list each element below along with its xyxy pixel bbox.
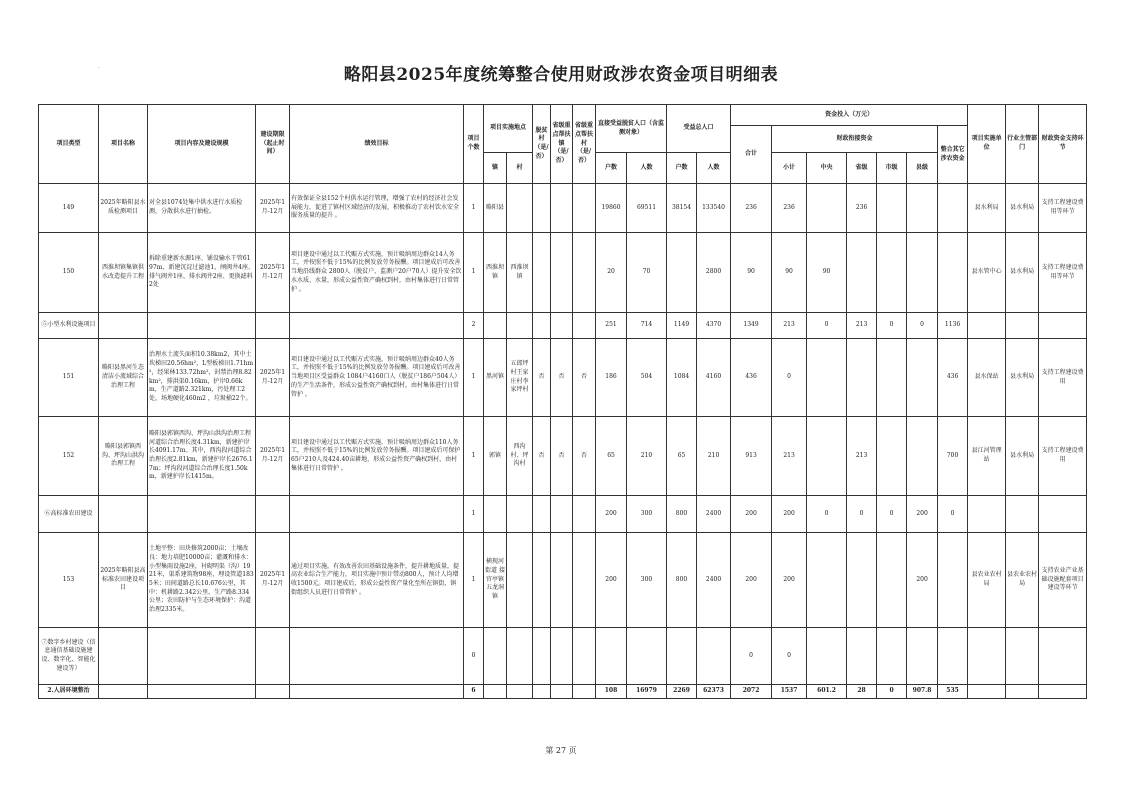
table-cell: [938, 184, 968, 233]
table-cell: [256, 685, 290, 699]
table-cell: 436: [938, 339, 968, 417]
table-cell: 200: [596, 496, 627, 533]
table-cell: [807, 184, 847, 233]
table-cell: 横现河街道 接官亭镇 五龙洞镇: [484, 533, 507, 628]
table-cell: 20: [596, 233, 627, 313]
table-cell: 略阳县: [484, 184, 507, 233]
table-cell: [507, 628, 533, 685]
table-cell: [968, 628, 1006, 685]
table-cell: 535: [938, 685, 968, 699]
table-cell: 4370: [697, 313, 731, 339]
table-cell: 2025年1月-12月: [256, 339, 290, 417]
table-cell: [596, 628, 627, 685]
header-type: 项目类型: [39, 105, 99, 184]
table-cell: 1136: [938, 313, 968, 339]
table-cell: 800: [667, 496, 697, 533]
table-cell: 0: [907, 313, 938, 339]
table-cell: [256, 628, 290, 685]
header-total-people: 人数: [697, 153, 731, 184]
table-cell: 西淮坝镇: [484, 233, 507, 313]
table-cell: 200: [907, 496, 938, 533]
table-cell: 200: [731, 533, 772, 628]
table-cell: 19860: [596, 184, 627, 233]
table-cell: 0: [847, 496, 877, 533]
header-goal: 绩效目标: [290, 105, 464, 184]
table-cell: [1006, 496, 1039, 533]
table-cell: 236: [772, 184, 807, 233]
table-cell: [807, 533, 847, 628]
header-city: 市级: [877, 153, 907, 184]
table-cell: 1349: [731, 313, 772, 339]
table-cell: [907, 417, 938, 496]
table-cell: 2: [464, 313, 484, 339]
table-cell: 200: [596, 533, 627, 628]
table-cell: [1006, 685, 1039, 699]
table-cell: [807, 339, 847, 417]
page-number: 第 27 页: [545, 746, 577, 755]
table-cell: 236: [847, 184, 877, 233]
project-detail-table: [38, 104, 1087, 699]
table-cell: 否: [551, 417, 573, 496]
table-cell: 0: [807, 496, 847, 533]
table-cell: 否: [533, 339, 551, 417]
table-cell: 2072: [731, 685, 772, 699]
table-cell: 200: [731, 496, 772, 533]
table-cell: 略阳县郭镇西沟、坪沟山洪沟治理工程: [99, 417, 148, 496]
table-cell: 1: [464, 417, 484, 496]
table-cell: 县农业农村局: [1006, 533, 1039, 628]
table-cell: 151: [39, 339, 99, 417]
category-row: [39, 628, 1087, 685]
header-county: 县级: [907, 153, 938, 184]
header-dept: 行业主管部门: [1006, 105, 1039, 184]
table-cell: [148, 628, 256, 685]
table-cell: 213: [847, 313, 877, 339]
table-cell: [877, 628, 907, 685]
table-cell: 略阳县郭镇西沟、坪沟山洪沟治理工程河道综合治理长度4.31km，新建护岸长4091.17m。其中，西沟段河道综合治理长度2.81km，新建护岸长2676.17m；坪沟段河道综合治理长度1.50km，新建护岸长1415m。: [148, 417, 256, 496]
table-cell: [573, 533, 596, 628]
table-cell: 28: [847, 685, 877, 699]
table-cell: 项目建设中通过以工代赈方式实施，预计吸纳周边群众14人务工，并按照不低于15%的比例发放劳务报酬。项目建成后可改善当地沿线群众 2800人（脱贫户、监测户20户70人）提升安全饮水水质、水量，形成公益性资产确权到村，由村集体进行日常管护 。: [290, 233, 464, 313]
table-cell: 略阳县黑河生态清洁小流域综合治理工程: [99, 339, 148, 417]
table-cell: [1039, 496, 1087, 533]
category-row: [39, 496, 1087, 533]
header-total-pop: 受益总人口: [667, 105, 731, 153]
table-cell: 否: [573, 339, 596, 417]
table-cell: 1084: [667, 339, 697, 417]
header-period: 建设期限（起止时间）: [256, 105, 290, 184]
table-cell: 2025年略阳县水质检测项目: [99, 184, 148, 233]
table-cell: 150: [39, 233, 99, 313]
table-cell: [551, 184, 573, 233]
table-cell: 县江河管理站: [968, 417, 1006, 496]
table-cell: 1149: [667, 313, 697, 339]
table-row: [39, 533, 1087, 628]
table-cell: [907, 628, 938, 685]
table-cell: 90: [772, 233, 807, 313]
table-cell: 213: [772, 417, 807, 496]
header-fiscal: 财政衔接资金: [772, 126, 938, 153]
table-cell: [573, 233, 596, 313]
table-cell: 2400: [697, 496, 731, 533]
table-cell: [551, 533, 573, 628]
table-cell: ⑤小型水利设施项目: [39, 313, 99, 339]
table-body: [39, 184, 1087, 699]
table-cell: 436: [731, 339, 772, 417]
table-header: [39, 105, 1087, 184]
table-cell: 否: [573, 417, 596, 496]
table-cell: [1006, 313, 1039, 339]
total-row: [39, 685, 1087, 699]
table-cell: [877, 233, 907, 313]
stray-mark: .: [98, 64, 100, 70]
table-cell: 601.2: [807, 685, 847, 699]
table-cell: [938, 233, 968, 313]
table-cell: 1: [464, 339, 484, 417]
table-cell: [551, 496, 573, 533]
table-cell: 项目建设中通过以工代赈方式实施，预计吸纳周边群众40人务工，并按照不低于15%的比例发放劳务报酬。项目建成后可改善当地项目区受益群众 1084户4160口人（脱贫户186户504人）的生产生活条件，形成公益性资产确权到村，由村集体进行日常管护 。: [290, 339, 464, 417]
table-cell: [847, 628, 877, 685]
header-village: 村: [507, 153, 533, 184]
table-cell: 90: [731, 233, 772, 313]
table-cell: 县水管中心: [968, 233, 1006, 313]
table-cell: [573, 628, 596, 685]
table-cell: [507, 313, 533, 339]
table-cell: [667, 233, 697, 313]
header-poor-village: 脱贫村（是/否）: [533, 105, 551, 184]
table-cell: 236: [731, 184, 772, 233]
table-cell: 0: [772, 628, 807, 685]
table-cell: 300: [627, 533, 667, 628]
table-cell: [627, 628, 667, 685]
table-cell: [807, 628, 847, 685]
table-cell: 210: [627, 417, 667, 496]
table-cell: [484, 313, 507, 339]
table-cell: 200: [772, 533, 807, 628]
table-cell: [99, 496, 148, 533]
header-stage: 财政资金支持环节: [1039, 105, 1087, 184]
table-cell: 800: [667, 533, 697, 628]
table-cell: [533, 685, 551, 699]
table-cell: 213: [772, 313, 807, 339]
header-direct-pop: 直接受益脱贫人口（含监测对象）: [596, 105, 667, 153]
table-cell: [148, 313, 256, 339]
table-cell: 700: [938, 417, 968, 496]
table-cell: 251: [596, 313, 627, 339]
table-cell: [938, 628, 968, 685]
table-cell: 有效保证全县152个村供水运行管理，增强了农村的经济社会发展能力，促进了镇村区域经济的发展，积极推动了农村饮水安全服务质量的提升 。: [290, 184, 464, 233]
table-cell: [290, 628, 464, 685]
table-cell: [968, 685, 1006, 699]
table-cell: 县水保站: [968, 339, 1006, 417]
header-count: 项目个数: [464, 105, 484, 184]
table-cell: [484, 685, 507, 699]
table-cell: [507, 184, 533, 233]
table-cell: [1039, 628, 1087, 685]
table-cell: 149: [39, 184, 99, 233]
table-cell: 西淮坝镇: [507, 233, 533, 313]
table-cell: [847, 533, 877, 628]
table-cell: 县水利局: [1006, 233, 1039, 313]
table-cell: 907.8: [907, 685, 938, 699]
table-cell: [877, 339, 907, 417]
table-cell: 土地平整：田块修筑2000亩；土壤改良：地力培肥10000亩；灌溉和排水：小型集雨设施2座，衬砌明渠（沟）1921米，渠系建筑物98座，埋设管道1835米；田间道路总长10.676公里，其中：机耕路2.342公里，生产路8.334公里；农田防护与生态环境保护：沟道治理2335米。: [148, 533, 256, 628]
table-cell: [533, 496, 551, 533]
table-cell: 0: [772, 339, 807, 417]
table-cell: 186: [596, 339, 627, 417]
table-cell: 69511: [627, 184, 667, 233]
table-cell: 913: [731, 417, 772, 496]
table-cell: 133540: [697, 184, 731, 233]
table-cell: 郭镇: [484, 417, 507, 496]
header-town: 镇: [484, 153, 507, 184]
table-cell: 1: [464, 184, 484, 233]
table-cell: [256, 496, 290, 533]
table-cell: [533, 233, 551, 313]
header-content: 项目内容及建设规模: [148, 105, 256, 184]
table-cell: [1006, 628, 1039, 685]
table-cell: [484, 628, 507, 685]
table-cell: [533, 313, 551, 339]
table-cell: 否: [533, 417, 551, 496]
table-cell: [507, 685, 533, 699]
table-cell: 90: [807, 233, 847, 313]
table-cell: 2025年1月-12月: [256, 184, 290, 233]
table-cell: 65: [667, 417, 697, 496]
table-cell: 支持工程建设费用等环节: [1039, 184, 1087, 233]
table-row: [39, 417, 1087, 496]
table-cell: 504: [627, 339, 667, 417]
table-cell: 县水利局: [1006, 339, 1039, 417]
table-cell: 县水利局: [968, 184, 1006, 233]
table-cell: [484, 496, 507, 533]
table-cell: 38154: [667, 184, 697, 233]
table-cell: 2025年略阳县高标准农田建设项目: [99, 533, 148, 628]
header-prov-village: 省级重点帮扶村（是/否）: [573, 105, 596, 184]
table-row: [39, 339, 1087, 417]
header-central: 中央: [807, 153, 847, 184]
table-cell: [551, 628, 573, 685]
header-unit: 项目实施单位: [968, 105, 1006, 184]
table-cell: 300: [627, 496, 667, 533]
header-provincial: 省级: [847, 153, 877, 184]
table-cell: 70: [627, 233, 667, 313]
table-cell: 对全县1074处集中供水进行水质检测，分散供水进行抽检。: [148, 184, 256, 233]
document-title: 略阳县2025年度统筹整合使用财政涉农资金项目明细表: [343, 65, 779, 85]
table-cell: 6: [464, 685, 484, 699]
table-cell: [907, 233, 938, 313]
table-cell: [907, 339, 938, 417]
table-cell: [533, 184, 551, 233]
table-cell: [533, 628, 551, 685]
table-cell: 0: [938, 496, 968, 533]
table-cell: 200: [907, 533, 938, 628]
header-prov-town: 省级重点帮扶镇（是/否）: [551, 105, 573, 184]
header-funds: 资金投入（万元）: [731, 105, 968, 126]
table-cell: [938, 533, 968, 628]
table-cell: [290, 496, 464, 533]
table-cell: [551, 685, 573, 699]
table-cell: 0: [464, 628, 484, 685]
table-cell: 0: [877, 496, 907, 533]
header-subtotal: 小计: [772, 153, 807, 184]
table-cell: [1039, 313, 1087, 339]
table-cell: 714: [627, 313, 667, 339]
header-direct-households: 户数: [596, 153, 627, 184]
table-cell: 西淮坝镇集镇供水改造提升工程: [99, 233, 148, 313]
table-cell: 0: [731, 628, 772, 685]
table-cell: 县水利局: [1006, 184, 1039, 233]
table-cell: [968, 313, 1006, 339]
table-cell: [573, 496, 596, 533]
header-name: 项目名称: [99, 105, 148, 184]
category-row: [39, 313, 1087, 339]
table-cell: [877, 184, 907, 233]
table-cell: [507, 496, 533, 533]
table-cell: [697, 628, 731, 685]
table-cell: [847, 339, 877, 417]
header-total-households: 户数: [667, 153, 697, 184]
table-cell: [507, 533, 533, 628]
table-cell: 支持工程建设费用: [1039, 417, 1087, 496]
table-cell: 2269: [667, 685, 697, 699]
table-cell: [573, 313, 596, 339]
table-cell: 4160: [697, 339, 731, 417]
table-cell: 支持农业产业基础设施配套项目建设等环节: [1039, 533, 1087, 628]
table-cell: 2400: [697, 533, 731, 628]
table-cell: [1039, 685, 1087, 699]
table-cell: 1: [464, 233, 484, 313]
table-cell: 210: [697, 417, 731, 496]
table-cell: [148, 685, 256, 699]
table-cell: 0: [877, 313, 907, 339]
table-cell: 拆除重建新水源1座、铺设输水干管6197m、新建沉淀过滤池1、闸阀井4座、排气阀井1座、排水阀井2座、更换滤料2处: [148, 233, 256, 313]
table-cell: ⑥高标准农田建设: [39, 496, 99, 533]
table-cell: [968, 496, 1006, 533]
table-cell: 200: [772, 496, 807, 533]
table-cell: [551, 313, 573, 339]
table-cell: [99, 313, 148, 339]
header-location: 项目实施地点: [484, 105, 533, 153]
table-cell: [290, 685, 464, 699]
table-cell: [290, 313, 464, 339]
table-cell: 153: [39, 533, 99, 628]
header-direct-people: 人数: [627, 153, 667, 184]
table-cell: [533, 533, 551, 628]
table-cell: 县水利局: [1006, 417, 1039, 496]
table-cell: 2800: [697, 233, 731, 313]
table-cell: 西沟村、坪沟村: [507, 417, 533, 496]
table-cell: 0: [877, 685, 907, 699]
table-cell: 0: [807, 313, 847, 339]
table-cell: 支持工程建设费用等环节: [1039, 233, 1087, 313]
table-cell: 支持工程建设费用: [1039, 339, 1087, 417]
table-cell: [907, 184, 938, 233]
table-cell: [573, 184, 596, 233]
table-cell: 2025年1月-12月: [256, 417, 290, 496]
table-cell: 152: [39, 417, 99, 496]
table-cell: [877, 417, 907, 496]
table-cell: 县农业农村局: [968, 533, 1006, 628]
table-cell: [148, 496, 256, 533]
table-cell: 治理水土流失面积10.38km2，其中土坎梯田20.56hm²，L型板梯田1.71hm²，经果林133.72hm²，封禁治理8.82km²，排洪渠0.16km，护岸0.66km，生产道路2.321km，污处理工2处，场地硬化460m2 ，垃圾桶22个。: [148, 339, 256, 417]
table-cell: 65: [596, 417, 627, 496]
table-cell: 五郎坪村王家庄村李家坪村: [507, 339, 533, 417]
table-cell: 1537: [772, 685, 807, 699]
table-cell: [573, 685, 596, 699]
table-cell: 1: [464, 533, 484, 628]
table-row: [39, 184, 1087, 233]
header-total: 合计: [731, 126, 772, 184]
table-cell: 2025年1月-12月: [256, 233, 290, 313]
table-cell: [877, 533, 907, 628]
table-cell: 否: [551, 339, 573, 417]
table-cell: 62373: [697, 685, 731, 699]
table-cell: [847, 233, 877, 313]
table-cell: 1: [464, 496, 484, 533]
table-cell: [99, 685, 148, 699]
table-row: [39, 233, 1087, 313]
header-other: 整合其它涉农资金: [938, 126, 968, 184]
table-cell: 108: [596, 685, 627, 699]
table-cell: 16979: [627, 685, 667, 699]
table-cell: 213: [847, 417, 877, 496]
table-cell: ⑦数字乡村建设（信息通信基础设施建设、数字化、智能化建设等）: [39, 628, 99, 685]
table-cell: 2.人居环境整治: [39, 685, 99, 699]
table-cell: [99, 628, 148, 685]
table-cell: [551, 233, 573, 313]
table-cell: 黑河镇: [484, 339, 507, 417]
table-cell: 通过项目实施，有效改善农田基础设施条件，提升耕地质量，提高农业综合生产能力，项目实施中预计带动800人，预计人均增收1500元。项目建成后，形成公益性资产量化至所在镇街，镇街组织人员进行日常管护 。: [290, 533, 464, 628]
table-cell: 项目建设中通过以工代赈方式实施，预计吸纳周边群众110人务工，并按照不低于15%的比例发放劳务报酬。项目建成后可保护65户210人及424.40亩耕地，形成公益性资产确权到村，由村集体进行日常管护 。: [290, 417, 464, 496]
table-cell: [667, 628, 697, 685]
table-cell: [256, 313, 290, 339]
table-cell: 2025年1月-12月: [256, 533, 290, 628]
table-cell: [807, 417, 847, 496]
